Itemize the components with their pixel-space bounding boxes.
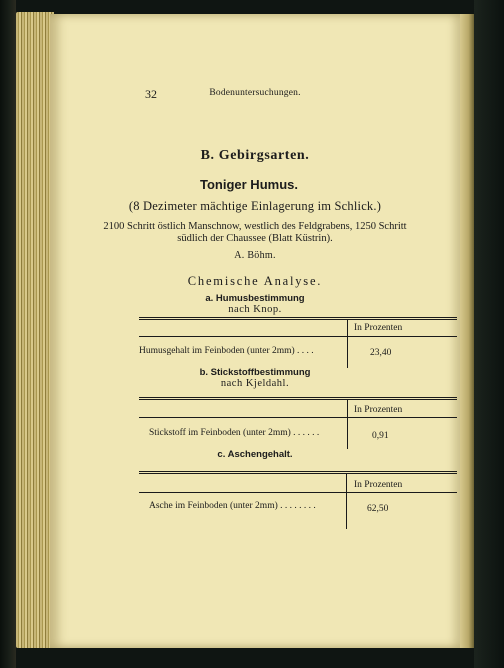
table-c-row-label: Asche im Feinboden (unter 2mm) . . . . . . . . <box>149 501 316 511</box>
table-b-value: 0,91 <box>372 431 389 441</box>
location-line-2: südlich der Chaussee (Blatt Küstrin). <box>177 233 333 244</box>
table-b-column-divider <box>347 400 348 449</box>
page-number: 32 <box>145 87 157 101</box>
right-background <box>474 0 504 668</box>
book-page <box>50 14 460 648</box>
table-b <box>139 384 457 454</box>
table-b-header-rule <box>139 417 457 418</box>
table-a-heading: a. Humusbestimmung <box>205 293 305 304</box>
table-c-value: 62,50 <box>367 504 389 514</box>
table-a-header-rule <box>139 336 457 337</box>
page-stack-edge <box>16 12 54 648</box>
right-page-edge <box>460 14 474 648</box>
table-b-heading: b. Stickstoffbestimmung <box>199 367 311 378</box>
table-c <box>139 458 457 532</box>
table-c-column-header: In Prozenten <box>354 480 403 490</box>
table-a-row-label: Humusgehalt im Feinboden (unter 2mm) . . . . <box>139 346 314 356</box>
table-b-column-header: In Prozenten <box>354 405 403 415</box>
table-c-top-rule <box>139 471 457 474</box>
table-b-top-rule <box>139 397 457 400</box>
table-b-row-label: Stickstoff im Feinboden (unter 2mm) . . . . . . <box>149 428 320 438</box>
running-title: Bodenuntersuchungen. <box>209 88 301 98</box>
table-c-column-divider <box>346 474 347 529</box>
table-a <box>139 302 457 372</box>
left-binding <box>0 0 16 668</box>
table-a-top-rule <box>139 317 457 320</box>
section-title: B. Gebirgsarten. <box>200 148 310 163</box>
table-b-method: nach Kjeldahl. <box>220 378 290 389</box>
table-a-column-header: In Prozenten <box>354 323 403 333</box>
location-line-1: 2100 Schritt östlich Manschnow, westlich des Feldgrabens, 1250 Schritt <box>103 221 407 232</box>
table-a-value: 23,40 <box>370 348 392 358</box>
table-c-header-rule <box>139 492 457 493</box>
table-c-heading: c. Aschengehalt. <box>217 449 293 460</box>
table-a-method: nach Knop. <box>228 304 282 315</box>
analysis-title: Chemische Analyse. <box>187 274 323 288</box>
table-a-column-divider <box>347 320 348 368</box>
depth-note: (8 Dezimeter mächtige Einlagerung im Schlick.) <box>128 199 382 213</box>
rock-name: Toniger Humus. <box>200 177 298 192</box>
author: A. Böhm. <box>234 250 276 261</box>
